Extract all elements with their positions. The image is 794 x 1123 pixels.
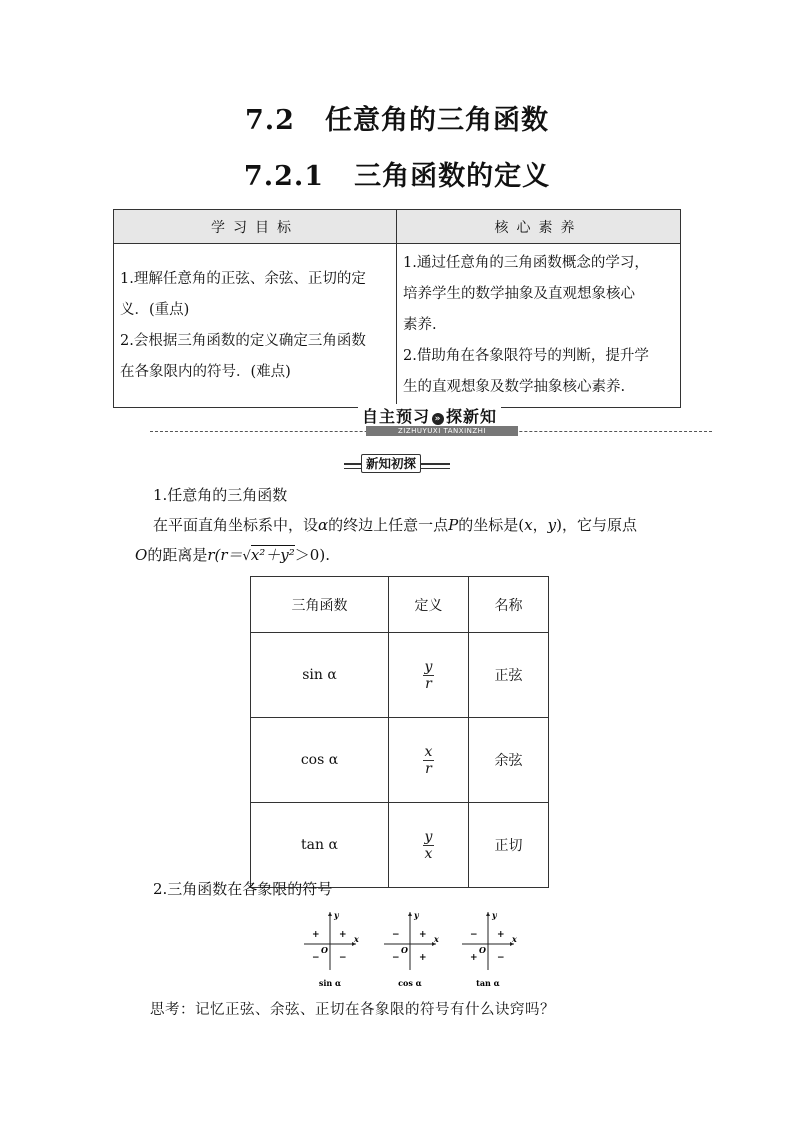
origin-label: O bbox=[321, 945, 328, 955]
quadrant-2-sign: − bbox=[392, 930, 400, 940]
var-y: y bbox=[547, 516, 557, 534]
function-cell: cos α bbox=[251, 718, 389, 803]
quadrant-1-sign: + bbox=[339, 930, 347, 940]
quadrant-2-sign: − bbox=[470, 930, 478, 940]
section-tag-label: 新知初探 bbox=[361, 454, 421, 473]
fraction bbox=[423, 659, 435, 692]
y-axis-label: y bbox=[414, 910, 419, 920]
diagram-label: cos α bbox=[398, 978, 422, 988]
trig-definition-table bbox=[250, 576, 549, 888]
table-row bbox=[251, 803, 549, 888]
think-question: 思考：记忆正弦、余弦、正切在各象限的符号有什么诀窍吗？ bbox=[150, 1002, 555, 1018]
literacy-line: 培养学生的数学抽象及直观想象核心 bbox=[403, 286, 635, 302]
quadrant-4-sign: − bbox=[497, 953, 505, 963]
quadrant-4-sign: − bbox=[339, 953, 347, 963]
origin-label: O bbox=[479, 945, 486, 955]
x-axis-label: x bbox=[512, 934, 517, 944]
quadrant-3-sign: − bbox=[392, 953, 400, 963]
function-cell: tan α bbox=[251, 803, 389, 888]
quadrant-1-sign: + bbox=[419, 930, 427, 940]
section-number: 7.2 bbox=[245, 105, 295, 136]
banner-right-text: 探新知 bbox=[446, 407, 498, 426]
name-cell: 正弦 bbox=[469, 633, 549, 718]
goals-table bbox=[113, 209, 681, 408]
function-cell: sin α bbox=[251, 633, 389, 718]
name-cell: 余弦 bbox=[469, 718, 549, 803]
double-arrow-icon: » bbox=[432, 413, 444, 425]
section-name: 任意角的三角函数 bbox=[324, 105, 549, 136]
r-expression: r(r＝ bbox=[207, 546, 243, 564]
goal-line: 1.理解任意角的正弦、余弦、正切的定 bbox=[120, 270, 366, 287]
learning-goals-cell bbox=[114, 244, 397, 408]
table-row bbox=[251, 718, 549, 803]
definition-cell bbox=[389, 803, 469, 888]
preview-banner bbox=[150, 404, 712, 438]
col-header-function: 三角函数 bbox=[251, 577, 389, 633]
core-literacy-cell bbox=[397, 244, 681, 408]
sqrt-icon: √ bbox=[242, 549, 251, 564]
x-axis-label: x bbox=[434, 934, 439, 944]
quadrant-sign-diagrams bbox=[300, 908, 530, 990]
y-arrow-icon bbox=[328, 912, 332, 916]
literacy-line: 1.通过任意角的三角函数概念的学习， bbox=[403, 255, 649, 271]
y-arrow-icon bbox=[486, 912, 490, 916]
fraction bbox=[423, 829, 435, 862]
subsection-title bbox=[0, 154, 794, 193]
numerator: y bbox=[424, 658, 433, 675]
quadrant-2-sign: + bbox=[312, 930, 320, 940]
definition-cell bbox=[389, 633, 469, 718]
para-text: 的坐标是( bbox=[458, 516, 525, 534]
quadrant-3-sign: + bbox=[470, 953, 478, 963]
subsection-number: 7.2.1 bbox=[243, 161, 325, 192]
origin-o: O bbox=[135, 546, 148, 564]
definition-cell bbox=[389, 718, 469, 803]
y-arrow-icon bbox=[408, 912, 412, 916]
col-header-name: 名称 bbox=[469, 577, 549, 633]
para-text: 在平面直角坐标系中，设 bbox=[153, 516, 319, 534]
literacy-line: 2.借助角在各象限符号的判断，提升学 bbox=[403, 348, 649, 364]
quadrant-4-sign: + bbox=[419, 953, 427, 963]
para-text: 的终边上任意一点 bbox=[328, 516, 449, 534]
para-text: ， bbox=[532, 516, 548, 534]
banner-pinyin: ZIZHUYUXI TANXINZHI bbox=[366, 426, 518, 436]
subsection-name: 三角函数的定义 bbox=[354, 161, 551, 192]
diagram-label: sin α bbox=[318, 978, 342, 988]
point-p: P bbox=[448, 516, 459, 534]
goal-line: 义．(重点) bbox=[120, 301, 190, 318]
x-axis-label: x bbox=[354, 934, 359, 944]
section-title bbox=[0, 98, 794, 137]
goals-header-right: 核心素养 bbox=[397, 210, 681, 244]
name-cell: 正切 bbox=[469, 803, 549, 888]
origin-label: O bbox=[401, 945, 408, 955]
section-tag bbox=[344, 455, 450, 473]
banner-title bbox=[358, 404, 501, 427]
denominator: r bbox=[425, 760, 432, 777]
numerator: y bbox=[424, 828, 433, 845]
alpha-symbol: α bbox=[318, 516, 329, 534]
distance-line bbox=[135, 543, 330, 569]
y-axis-label: y bbox=[334, 910, 339, 920]
goal-line: 2.会根据三角函数的定义确定三角函数 bbox=[120, 332, 366, 349]
para-text: ＞0). bbox=[294, 546, 330, 564]
numerator: x bbox=[424, 743, 433, 760]
denominator: x bbox=[424, 845, 433, 862]
literacy-line: 素养. bbox=[403, 317, 437, 333]
y-axis-label: y bbox=[492, 910, 497, 920]
quadrant-1-sign: + bbox=[497, 930, 505, 940]
sqrt-radicand: x²＋y² bbox=[250, 546, 295, 564]
definition-paragraph bbox=[153, 513, 683, 537]
para-text: )，它与原点 bbox=[556, 516, 637, 534]
goals-header-left: 学习目标 bbox=[114, 210, 397, 244]
para-text: 的距离是 bbox=[147, 546, 208, 564]
diagram-label: tan α bbox=[476, 978, 500, 988]
quadrant-3-sign: − bbox=[312, 953, 320, 963]
table-row bbox=[251, 633, 549, 718]
heading-trig-functions: 1.任意角的三角函数 bbox=[153, 486, 288, 504]
literacy-line: 生的直观想象及数学抽象核心素养. bbox=[403, 379, 626, 395]
denominator: r bbox=[425, 675, 432, 692]
col-header-definition: 定义 bbox=[389, 577, 469, 633]
goal-line: 在各象限内的符号．(难点) bbox=[120, 363, 291, 380]
fraction bbox=[423, 744, 435, 777]
var-x: x bbox=[524, 516, 533, 534]
banner-left-text: 自主预习 bbox=[362, 407, 431, 426]
heading-quadrant-signs: 2.三角函数在各象限的符号 bbox=[153, 880, 333, 898]
